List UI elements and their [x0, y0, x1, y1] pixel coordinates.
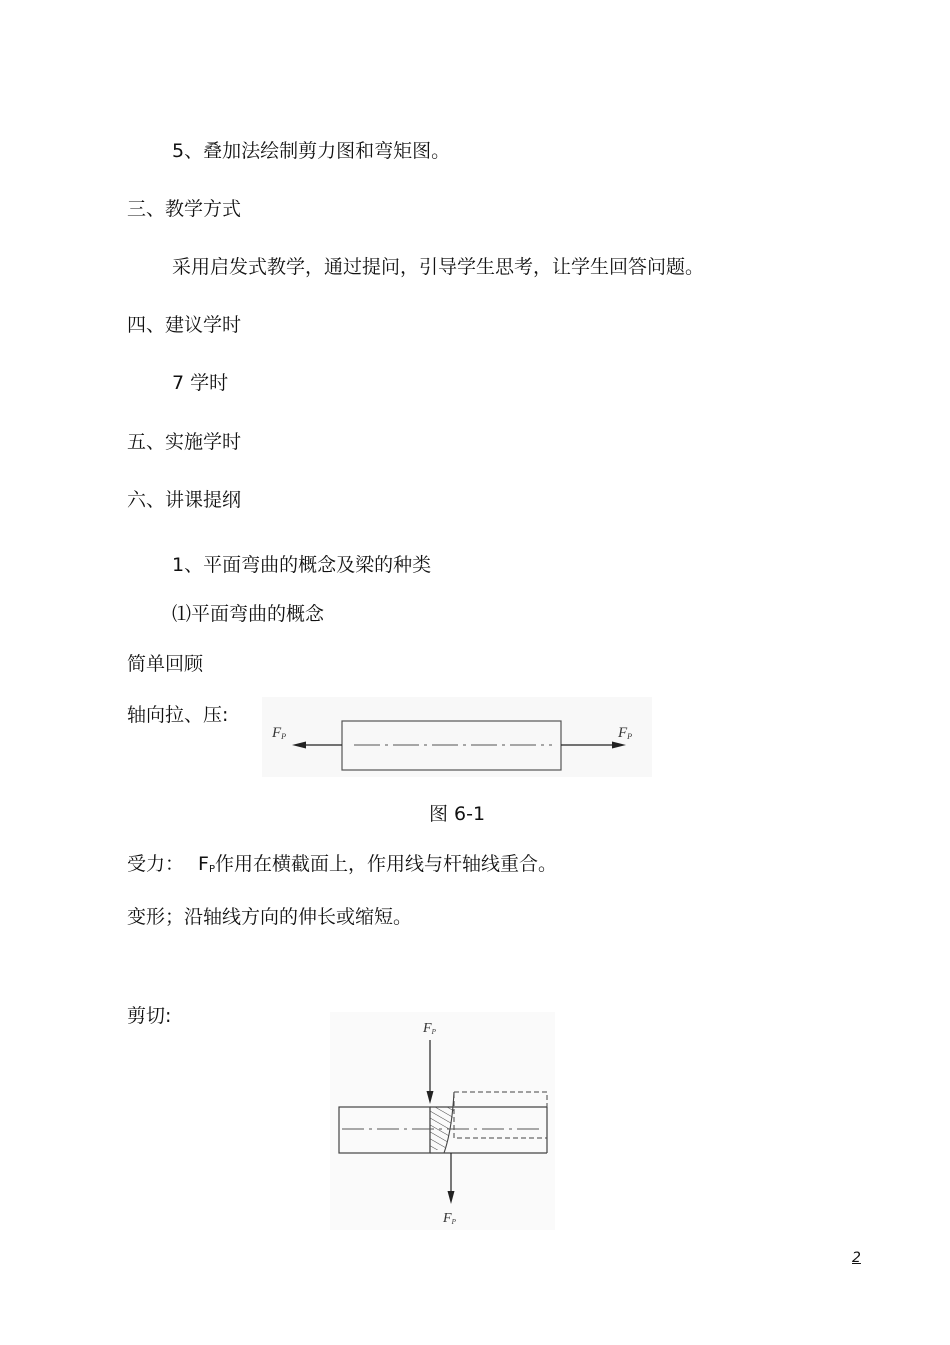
- section-6-heading: 六、讲课提纲: [127, 489, 242, 511]
- section-3-body: 采用启发式教学，通过提问，引导学生思考，让学生回答问题。: [172, 256, 705, 278]
- force-prefix: 受力：: [127, 853, 185, 875]
- shear-top-force-label: FP: [423, 1021, 436, 1036]
- section-3-heading: 三、教学方式: [127, 198, 242, 220]
- item-5: 5、叠加法绘制剪力图和弯矩图。: [172, 140, 451, 162]
- item-1-1: ⑴平面弯曲的概念: [172, 603, 325, 625]
- section-4-heading: 四、建议学时: [127, 314, 242, 336]
- axial-figure: [262, 697, 652, 777]
- shear-figure: [330, 1012, 555, 1230]
- section-5-heading: 五、实施学时: [127, 431, 242, 453]
- figure-caption: 图 6-1: [429, 803, 486, 825]
- review-heading: 简单回顾: [127, 653, 204, 675]
- axial-right-force-label: FP: [618, 725, 633, 741]
- deformation-description: 变形；沿轴线方向的伸长或缩短。: [127, 906, 413, 928]
- axial-label: 轴向拉、压:: [127, 704, 229, 726]
- item-1: 1、平面弯曲的概念及梁的种类: [172, 554, 432, 576]
- force-rest: 作用在横截面上，作用线与杆轴线重合。: [214, 853, 557, 875]
- shear-label: 剪切:: [127, 1005, 172, 1027]
- force-symbol: F: [198, 853, 209, 875]
- section-4-body: 7 学时: [172, 372, 229, 394]
- force-subscript: P: [208, 864, 215, 875]
- force-description: [127, 852, 557, 882]
- axial-left-force-label: FP: [272, 725, 287, 741]
- page-number: 2: [852, 1250, 861, 1266]
- shear-bottom-force-label: FP: [443, 1211, 456, 1226]
